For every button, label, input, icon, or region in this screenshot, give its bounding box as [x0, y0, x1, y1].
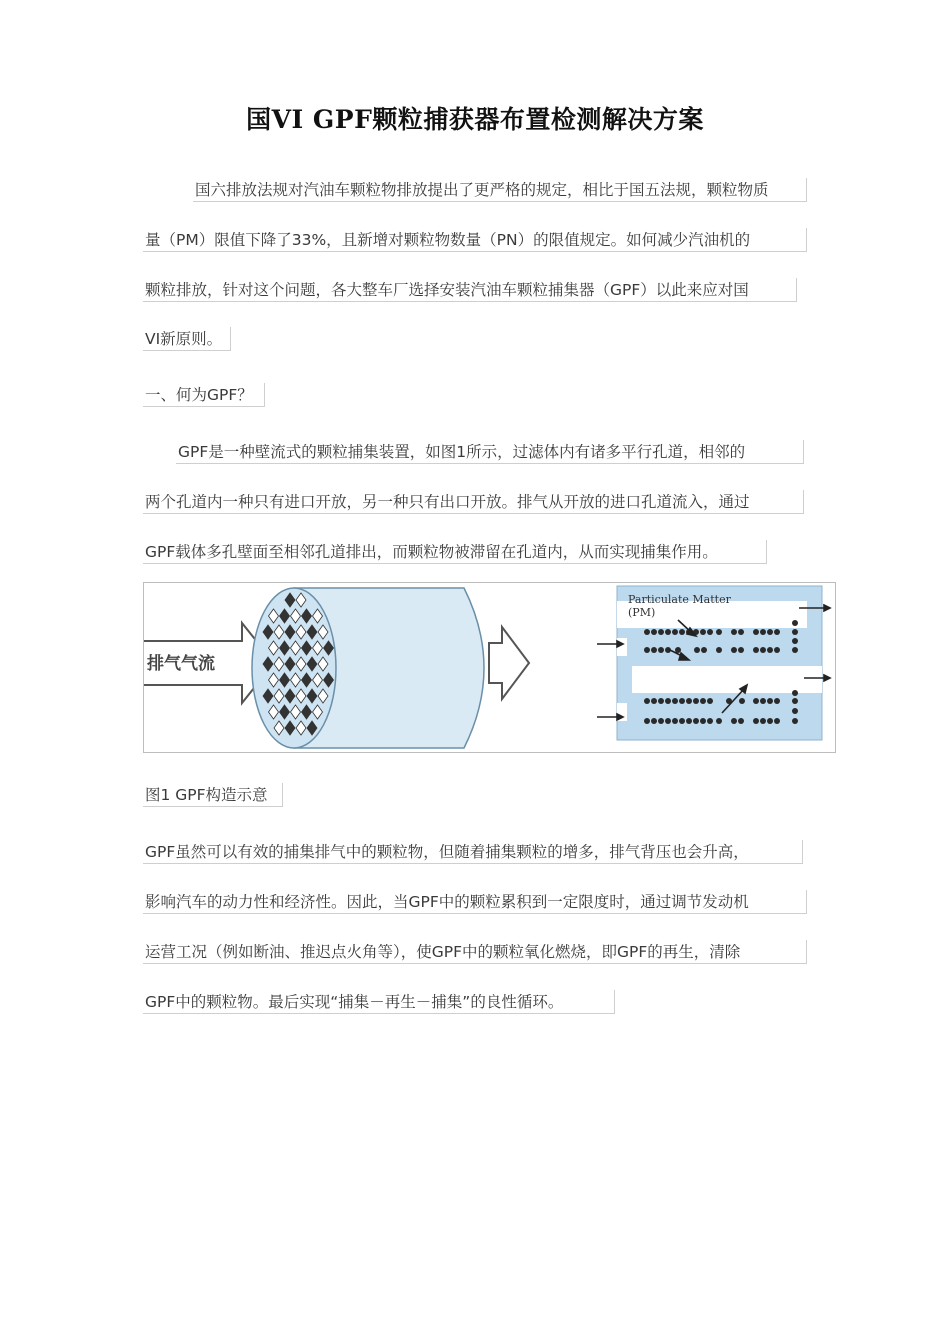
- particle-dot: [753, 647, 759, 653]
- paragraph-1-line-1: 国六排放法规对汽油车颗粒物排放提出了更严格的规定，相比于国五法规，颗粒物质: [193, 178, 807, 202]
- paragraph-3-line-3: 运营工况（例如断油、推迟点火角等），使GPF中的颗粒氧化燃烧，即GPF的再生，清除: [143, 940, 807, 964]
- particle-dot: [658, 629, 664, 635]
- figure-caption: 图1 GPF构造示意: [143, 783, 283, 807]
- paragraph-1-line-4: VI新原则。: [143, 327, 231, 351]
- gpf-diagram: [144, 583, 835, 752]
- particle-dot: [767, 647, 773, 653]
- particle-dot: [644, 629, 650, 635]
- particle-dot: [707, 629, 713, 635]
- particle-dot: [731, 647, 737, 653]
- inlet-flow-label: 排气气流: [147, 654, 215, 674]
- particle-dot: [774, 718, 780, 724]
- particle-dot: [792, 708, 798, 714]
- particle-dot: [738, 718, 744, 724]
- paragraph-1-line-2: 量（PM）限值下降了33%，且新增对颗粒物数量（PN）的限值规定。如何减少汽油机的: [143, 228, 807, 252]
- particle-dot: [707, 698, 713, 704]
- paragraph-2-line-3: GPF载体多孔壁面至相邻孔道排出，而颗粒物被滞留在孔道内，从而实现捕集作用。: [143, 540, 767, 564]
- particle-dot: [774, 698, 780, 704]
- particle-dot: [760, 647, 766, 653]
- particle-dot: [792, 638, 798, 644]
- particle-dot: [792, 690, 798, 696]
- paragraph-3-line-2: 影响汽车的动力性和经济性。因此，当GPF中的颗粒累积到一定限度时，通过调节发动机: [143, 890, 807, 914]
- particle-dot: [716, 647, 722, 653]
- pm-label-line-2: (PM): [628, 606, 656, 619]
- particle-dot: [672, 718, 678, 724]
- page-title: 国VI GPF颗粒捕获器布置检测解决方案: [246, 105, 704, 134]
- section-heading-what-is-gpf: 一、何为GPF？: [143, 383, 265, 407]
- particle-dot: [644, 647, 650, 653]
- particle-dot: [665, 698, 671, 704]
- particle-dot: [679, 718, 685, 724]
- particle-dot: [760, 629, 766, 635]
- particle-dot: [651, 718, 657, 724]
- particle-dot: [767, 718, 773, 724]
- particle-dot: [739, 698, 745, 704]
- particle-dot: [760, 718, 766, 724]
- particle-dot: [716, 718, 722, 724]
- particle-dot: [679, 698, 685, 704]
- particle-dot: [792, 718, 798, 724]
- particle-dot: [760, 698, 766, 704]
- particle-dot: [753, 629, 759, 635]
- paragraph-1-line-3: 颗粒排放，针对这个问题，各大整车厂选择安装汽油车颗粒捕集器（GPF）以此来应对国: [143, 278, 797, 302]
- particle-dot: [738, 647, 744, 653]
- channel-diagram: [597, 586, 830, 740]
- particle-dot: [731, 629, 737, 635]
- particle-dot: [658, 647, 664, 653]
- particle-dot: [644, 698, 650, 704]
- paragraph-2-line-1: GPF是一种壁流式的颗粒捕集装置，如图1所示，过滤体内有诸多平行孔道，相邻的: [176, 440, 804, 464]
- particle-dot: [701, 647, 707, 653]
- gpf-structure-figure: [143, 582, 836, 753]
- particle-dot: [686, 718, 692, 724]
- particle-dot: [693, 698, 699, 704]
- particle-dot: [738, 629, 744, 635]
- particle-dot: [774, 629, 780, 635]
- particle-dot: [767, 698, 773, 704]
- particle-dot: [658, 718, 664, 724]
- particle-dot: [792, 620, 798, 626]
- particle-dot: [792, 698, 798, 704]
- particle-dot: [700, 629, 706, 635]
- particle-dot: [767, 629, 773, 635]
- particle-dot: [700, 718, 706, 724]
- particle-dot: [753, 718, 759, 724]
- particle-dot: [753, 698, 759, 704]
- particle-dot: [686, 698, 692, 704]
- particle-dot: [665, 629, 671, 635]
- particle-dot: [731, 718, 737, 724]
- paragraph-3-line-4: GPF中的颗粒物。最后实现“捕集－再生－捕集”的良性循环。: [143, 990, 615, 1014]
- particle-dot: [792, 629, 798, 635]
- particle-dot: [665, 718, 671, 724]
- particle-dot: [792, 647, 798, 653]
- particle-dot: [707, 718, 713, 724]
- outlet-arrow: [489, 627, 529, 699]
- particle-dot: [672, 629, 678, 635]
- paragraph-3-line-1: GPF虽然可以有效的捕集排气中的颗粒物，但随着捕集颗粒的增多，排气背压也会升高，: [143, 840, 803, 864]
- particle-dot: [700, 698, 706, 704]
- pm-label-line-1: Particulate Matter: [628, 593, 731, 606]
- particle-dot: [658, 698, 664, 704]
- particle-dot: [651, 698, 657, 704]
- particle-dot: [644, 718, 650, 724]
- particle-dot: [651, 629, 657, 635]
- particle-dot: [693, 718, 699, 724]
- particle-dot: [651, 647, 657, 653]
- particle-dot: [774, 647, 780, 653]
- particle-dot: [679, 629, 685, 635]
- particle-dot: [716, 629, 722, 635]
- particle-dot: [672, 698, 678, 704]
- particle-dot: [694, 647, 700, 653]
- paragraph-2-line-2: 两个孔道内一种只有进口开放，另一种只有出口开放。排气从开放的进口孔道流入，通过: [143, 490, 804, 514]
